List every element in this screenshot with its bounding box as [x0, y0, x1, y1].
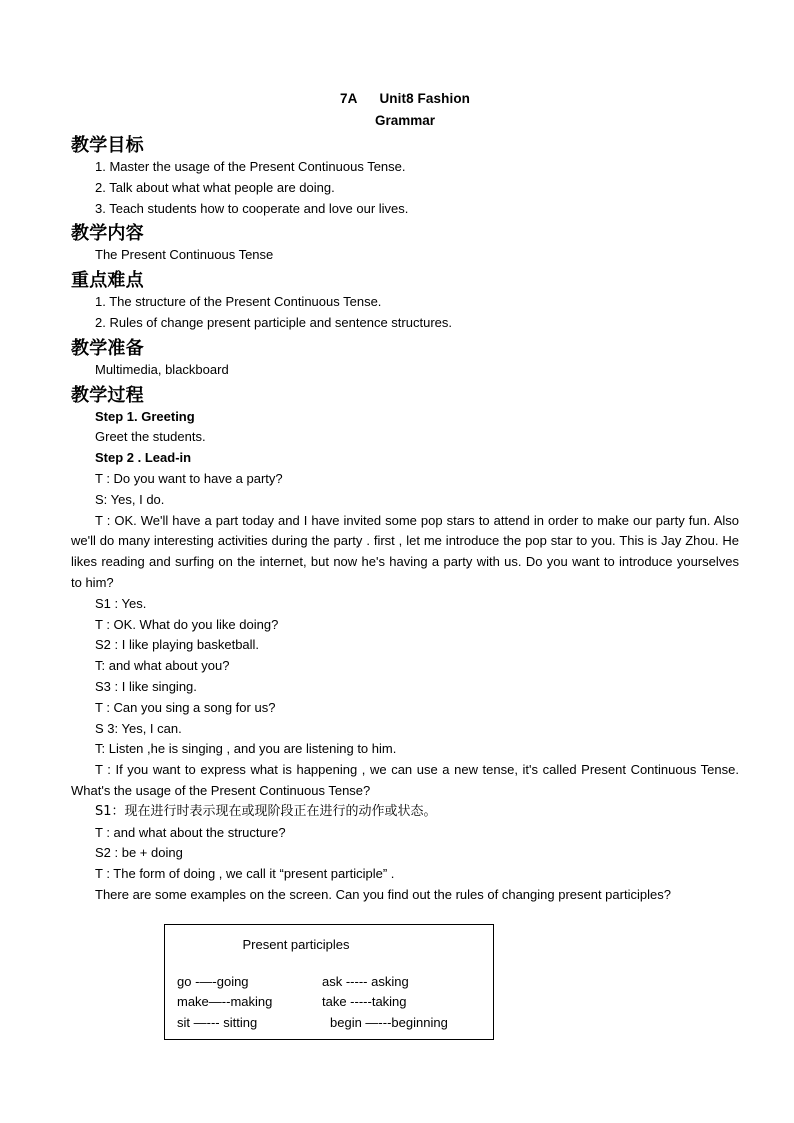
page-title	[71, 88, 739, 110]
dialogue-line: S2 : I like playing basketball.	[95, 637, 260, 653]
heading-key-points: 重点难点	[71, 270, 144, 291]
content-item: The Present Continuous Tense	[95, 247, 274, 263]
participle-rows	[165, 972, 493, 1034]
heading-preparation: 教学准备	[71, 337, 144, 358]
heading-objectives: 教学目标	[71, 135, 144, 155]
objective-item: 3. Teach students how to cooperate and love our lives.	[95, 200, 409, 216]
dialogue-line: S3 : I like singing.	[95, 678, 197, 694]
heading-process: 教学过程	[71, 384, 144, 405]
dialogue-line: S: Yes, I do.	[95, 491, 165, 507]
step-1-label: Step 1. Greeting	[95, 408, 195, 424]
participle-left: sit —--- sitting	[177, 1014, 258, 1030]
dialogue-line: S2 : be + doing	[95, 845, 183, 861]
participle-right: begin —---beginning	[330, 1014, 448, 1030]
dialogue-line: T : Can you sing a song for us?	[95, 699, 276, 715]
dialogue-line: T : OK. What do you like doing?	[95, 616, 279, 632]
preparation-item: Multimedia, blackboard	[95, 361, 229, 377]
heading-content: 教学内容	[71, 223, 144, 244]
present-participles-box	[164, 924, 494, 1041]
participle-left: go -—-going	[177, 973, 249, 989]
dialogue-line: There are some examples on the screen. Can you find out the rules of changing present participles?	[95, 886, 671, 902]
step-1-text: Greet the students.	[95, 429, 206, 445]
dialogue-line: S 3: Yes, I can.	[95, 720, 182, 736]
participle-row	[177, 972, 493, 993]
title-course-code: 7A	[339, 91, 358, 106]
objective-item: 1. Master the usage of the Present Continuous Tense.	[95, 159, 406, 174]
participle-box-title: Present participles	[242, 936, 350, 952]
key-point-item: 1. The structure of the Present Continuous Tense.	[95, 294, 382, 310]
title-unit: Unit8 Fashion	[379, 91, 471, 106]
participle-row	[177, 992, 493, 1013]
participle-right: take -----taking	[322, 994, 407, 1010]
step-2-label: Step 2 . Lead-in	[95, 450, 192, 466]
participle-left: make—--making	[177, 994, 273, 1010]
dialogue-line: T : The form of doing , we call it “present participle” .	[95, 866, 395, 882]
key-point-item: 2. Rules of change present participle and sentence structures.	[95, 314, 452, 330]
dialogue-line: S1 : Yes.	[95, 595, 147, 611]
page-subtitle: Grammar	[374, 112, 436, 128]
dialogue-line: T : Do you want to have a party?	[95, 470, 283, 486]
objective-item: 2. Talk about what what people are doing.	[95, 179, 335, 195]
dialogue-line: T : and what about the structure?	[95, 824, 286, 840]
dialogue-paragraph: T : If you want to express what is happening , we can use a new tense, it's called Present Continuous Tense. What's the usage of the Present Continuous Tense?	[71, 762, 739, 798]
participle-row	[177, 1013, 493, 1034]
dialogue-paragraph: T : OK. We'll have a part today and I have invited some pop stars to attend in order to make our party fun. Also we'll do many interesting activities during the party . first , let me introduce the pop star to you. This is Jay Zhou. He likes reading and surfing on the internet, but now he's having a party with us. Do you want to introduce yourselves to him?	[71, 512, 739, 590]
dialogue-line: T: Listen ,he is singing , and you are listening to him.	[95, 741, 397, 757]
participle-right: ask ----- asking	[322, 973, 409, 989]
dialogue-line: T: and what about you?	[95, 658, 230, 674]
dialogue-line-chinese: S1：现在进行时表示现在或现阶段正在进行的动作或状态。	[95, 803, 437, 819]
